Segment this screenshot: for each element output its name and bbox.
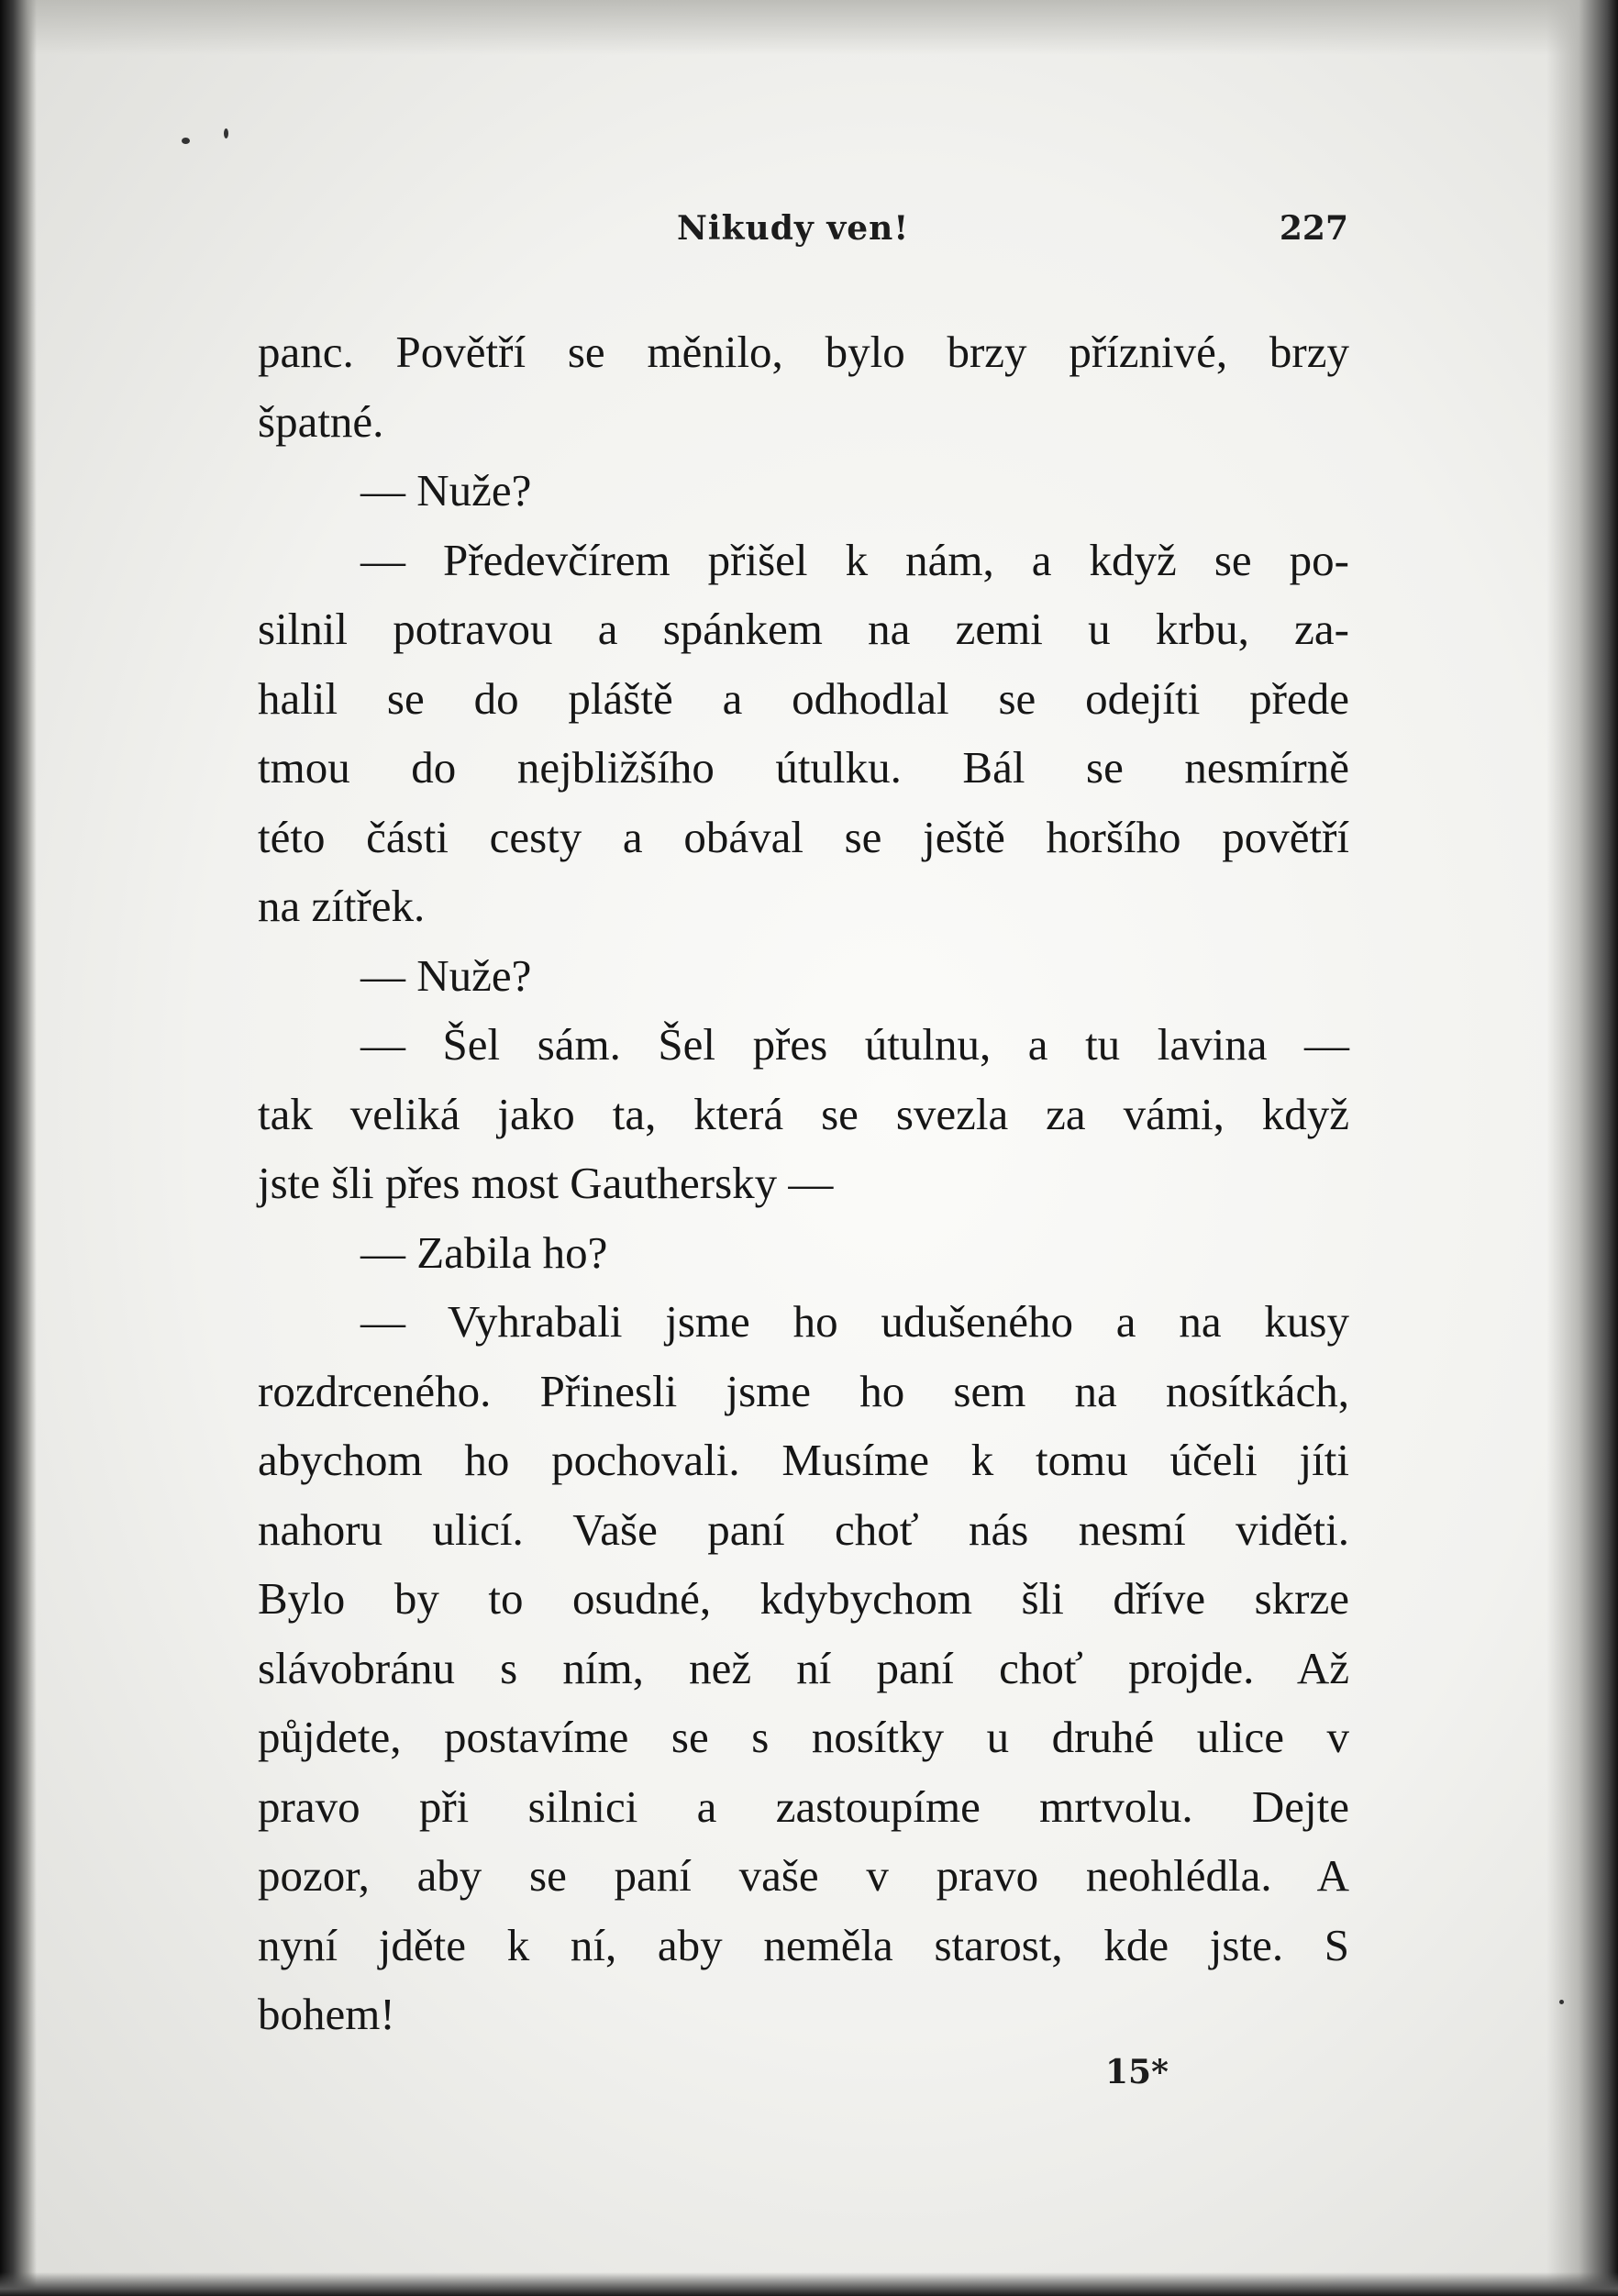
text-line: — Nuže? [360, 949, 532, 1001]
text-line: — Předevčírem přišel k nám, a když se po- [360, 534, 1349, 585]
text-line: nahoru ulicí. Vaše paní choť nás nesmí viděti. [258, 1503, 1349, 1555]
text-line: tak veliká jako ta, která se svezla za vámi, když [258, 1088, 1349, 1139]
text-line: abychom ho pochovali. Musíme k tomu účeli jíti [258, 1435, 1349, 1485]
print-speck [182, 138, 190, 144]
text-line: — Nuže? [360, 465, 532, 516]
text-line: pozor, aby se paní vaše v pravo neohlédla. A [258, 1850, 1349, 1901]
text-line: bohem! [258, 1989, 395, 2039]
page-top-shading [0, 0, 1618, 55]
running-header [257, 204, 1348, 259]
text-line: panc. Povětří se měnilo, bylo brzy příznivé, brzy [258, 327, 1349, 377]
page-number: 227 [1279, 209, 1348, 248]
text-line: — Zabila ho? [360, 1226, 608, 1278]
print-speck [224, 128, 228, 139]
text-line: jste šli přes most Gauthersky — [258, 1158, 834, 1208]
text-line: půjdete, postavíme se s nosítky u druhé ulice v [258, 1712, 1349, 1762]
text-line: slávobránu s ním, než ní paní choť projde. Až [258, 1642, 1349, 1693]
text-line: pravo při silnici a zastoupíme mrtvolu. Dejte [258, 1780, 1349, 1832]
body-text [258, 317, 1349, 2049]
text-line: Bylo by to osudné, kdybychom šli dříve skrze [258, 1573, 1349, 1624]
binding-shadow [0, 0, 37, 2296]
text-line: špatné. [258, 395, 384, 447]
text-line: tmou do nejbližšího útulku. Bál se nesmírně [258, 742, 1349, 793]
text-line: — Vyhrabali jsme ho udušeného a na kusy [360, 1296, 1349, 1347]
text-line: nyní jděte k ní, aby neměla starost, kde jste. S [258, 1919, 1349, 1970]
text-line: této části cesty a obával se ještě horšího povětří [258, 811, 1349, 862]
page-bottom-edge [0, 2272, 1618, 2296]
running-title: Nikudy ven! [677, 209, 910, 248]
text-line: na zítřek. [258, 881, 426, 931]
text-line: — Šel sám. Šel přes útulnu, a tu lavina — [360, 1019, 1349, 1070]
text-line: silnil potravou a spánkem na zemi u krbu, za- [258, 604, 1349, 654]
text-line: halil se do pláště a odhodlal se odejíti přede [258, 672, 1349, 724]
print-speck [1559, 2000, 1564, 2004]
signature-mark: 15* [1105, 2053, 1169, 2091]
text-line: rozdrceného. Přinesli jsme ho sem na nosítkách, [258, 1365, 1349, 1416]
page-right-edge [1546, 0, 1618, 2296]
